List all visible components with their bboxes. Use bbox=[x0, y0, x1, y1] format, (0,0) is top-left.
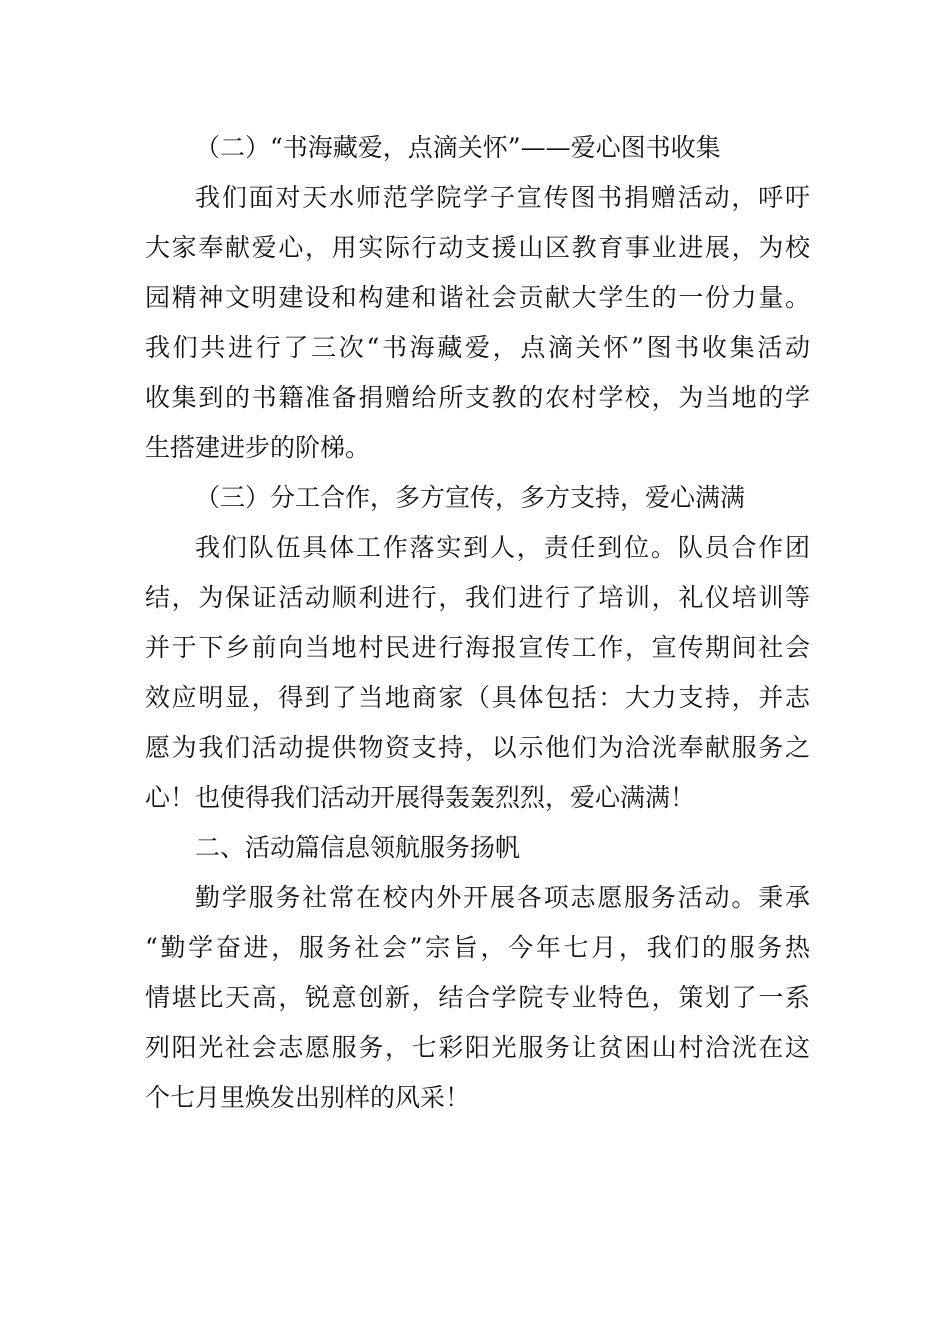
paragraph-line: 结，为保证活动顺利进行，我们进行了培训，礼仪培训等 bbox=[145, 583, 810, 612]
paragraph-line: 大家奉献爱心，用实际行动支援山区教育事业进展，为校 bbox=[145, 233, 810, 262]
paragraph-line: 我们共进行了三次“书海藏爱，点滴关怀”图书收集活动 bbox=[145, 333, 810, 362]
paragraph-line: “勤学奋进，服务社会”宗旨，今年七月，我们的服务热 bbox=[145, 933, 810, 962]
section-2-heading: （二）“书海藏爱，点滴关怀”——爱心图书收集 bbox=[195, 133, 721, 162]
part-2-heading: 二、活动篇信息领航服务扬帆 bbox=[195, 833, 521, 862]
paragraph-line: 列阳光社会志愿服务，七彩阳光服务让贫困山村洽洸在这 bbox=[145, 1033, 810, 1062]
paragraph-line: 个七月里焕发出别样的风采！ bbox=[145, 1083, 471, 1112]
paragraph-line: 并于下乡前向当地村民进行海报宣传工作，宣传期间社会 bbox=[145, 633, 810, 662]
paragraph-line: 情堪比天高，锐意创新，结合学院专业特色，策划了一系 bbox=[145, 983, 810, 1012]
paragraph-line: 心！也使得我们活动开展得轰轰烈烈，爱心满满！ bbox=[145, 783, 696, 812]
section-3-heading: （三）分工合作，多方宣传，多方支持，爱心满满 bbox=[195, 483, 746, 512]
paragraph-line: 勤学服务社常在校内外开展各项志愿服务活动。秉承 bbox=[195, 883, 810, 912]
paragraph-line: 生搭建进步的阶梯。 bbox=[145, 433, 371, 462]
paragraph-line: 园精神文明建设和构建和谐社会贡献大学生的一份力量。 bbox=[145, 283, 810, 312]
paragraph-line: 我们面对天水师范学院学子宣传图书捐赠活动，呼吁 bbox=[195, 183, 810, 212]
paragraph-line: 我们队伍具体工作落实到人，责任到位。队员合作团 bbox=[195, 533, 810, 562]
paragraph-line: 愿为我们活动提供物资支持，以示他们为洽洸奉献服务之 bbox=[145, 733, 810, 762]
paragraph-line: 效应明显，得到了当地商家（具体包括：大力支持，并志 bbox=[145, 683, 810, 712]
paragraph-line: 收集到的书籍准备捐赠给所支教的农村学校，为当地的学 bbox=[145, 383, 810, 412]
